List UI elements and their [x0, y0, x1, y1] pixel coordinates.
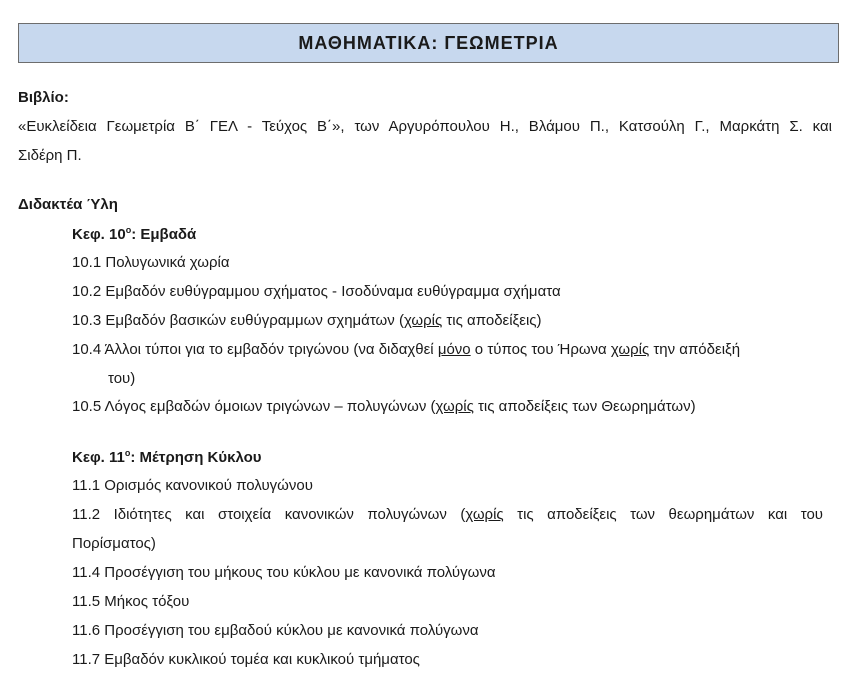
section-11-2-continued: Πορίσματος): [72, 535, 156, 552]
syllabus-heading: Διδακτέα Ύλη: [18, 196, 118, 213]
chapter-10-title: Κεφ. $10^o$: Εμβαδά: [72, 225, 197, 243]
section-11-6: 11.6 Προσέγγιση του εμβαδού κύκλου με κανονικά πολύγωνα: [72, 622, 479, 639]
chapter-11-title: Κεφ. $11^o$: Μέτρηση Κύκλου: [72, 448, 262, 466]
section-10-1: 10.1 Πολυγωνικά χωρία: [72, 254, 230, 271]
section-10-2: 10.2 Εμβαδόν ευθύγραμμου σχήματος - Ισοδύναμα ευθύγραμμα σχήματα: [72, 283, 561, 300]
book-line-2: Σιδέρη Π.: [18, 147, 82, 164]
section-11-5: 11.5 Μήκος τόξου: [72, 593, 190, 610]
page-title: ΜΑΘΗΜΑΤΙΚΑ: ΓΕΩΜΕΤΡΙΑ: [298, 32, 559, 53]
section-10-4-continued: του): [108, 370, 136, 387]
section-10-4: 10.4 Άλλοι τύποι για το εμβαδόν τριγώνου (να διδαχθεί μόνο ο τύπος του Ήρωνα χωρίς την απόδειξή: [72, 341, 741, 358]
book-line-1: «Ευκλείδεια Γεωμετρία Β΄ ΓΕΛ - Τεύχος Β΄», των Αργυρόπουλου Η., Βλάμου Π., Κατσούλη Γ., Μαρκάτη Σ. και: [18, 118, 832, 135]
section-11-2: 11.2 Ιδιότητες και στοιχεία κανονικών πολυγώνων (χωρίς τις αποδείξεις των θεωρημάτων και του: [72, 506, 823, 523]
section-11-4: 11.4 Προσέγγιση του μήκους του κύκλου με κανονικά πολύγωνα: [72, 564, 496, 581]
book-heading: Βιβλίο:: [18, 89, 69, 106]
section-10-3: 10.3 Εμβαδόν βασικών ευθύγραμμων σχημάτων (χωρίς τις αποδείξεις): [72, 312, 542, 329]
page-title-box: [18, 23, 839, 63]
section-11-7: 11.7 Εμβαδόν κυκλικού τομέα και κυκλικού τμήματος: [72, 651, 420, 668]
section-11-1: 11.1 Ορισμός κανονικού πολυγώνου: [72, 477, 313, 494]
section-10-5: 10.5 Λόγος εμβαδών όμοιων τριγώνων – πολυγώνων (χωρίς τις αποδείξεις των Θεωρημάτων): [72, 398, 696, 415]
